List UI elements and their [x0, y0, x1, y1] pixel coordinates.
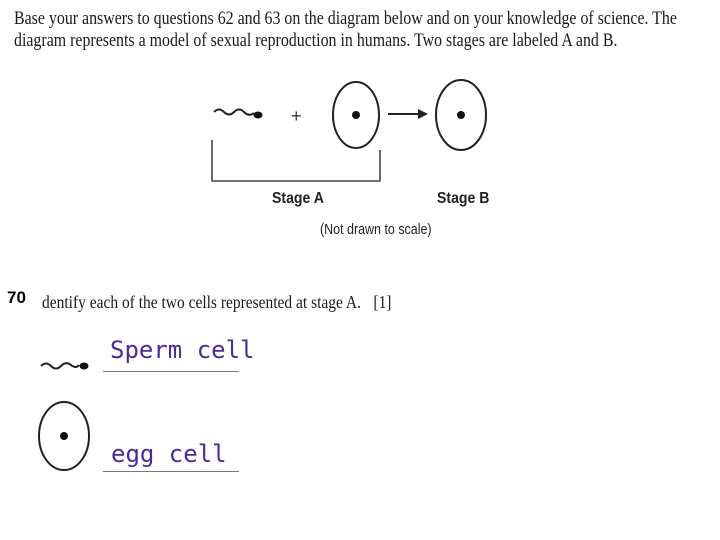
stage-b-label: Stage B	[437, 190, 490, 207]
egg-answer: egg cell	[111, 440, 227, 468]
zygote-icon	[436, 80, 486, 150]
intro-line-1: Base your answers to questions 62 and 63 on the diagram below and on your knowledge of science. The	[14, 9, 677, 29]
plus-sign: +	[291, 106, 302, 126]
egg-answer-icon	[39, 402, 89, 470]
arrow-right-icon	[388, 109, 428, 119]
sperm-answer-icon	[41, 363, 89, 370]
stage-a-bracket	[212, 140, 380, 181]
intro-line-2: diagram represents a model of sexual reproduction in humans. Two stages are labeled A and B.	[14, 31, 618, 51]
answer-line-1	[103, 371, 239, 372]
question-points: [1]	[373, 292, 392, 312]
sperm-answer: Sperm cell	[110, 336, 255, 364]
question-prompt	[42, 292, 391, 313]
question-number: 70	[7, 288, 26, 307]
answer-line-2	[103, 471, 239, 472]
stage-a-label: Stage A	[272, 190, 324, 207]
egg-icon	[333, 82, 379, 148]
sperm-icon	[214, 110, 263, 119]
scale-note: (Not drawn to scale)	[320, 222, 432, 238]
question-text: dentify each of the two cells represented at stage A.	[42, 292, 361, 312]
